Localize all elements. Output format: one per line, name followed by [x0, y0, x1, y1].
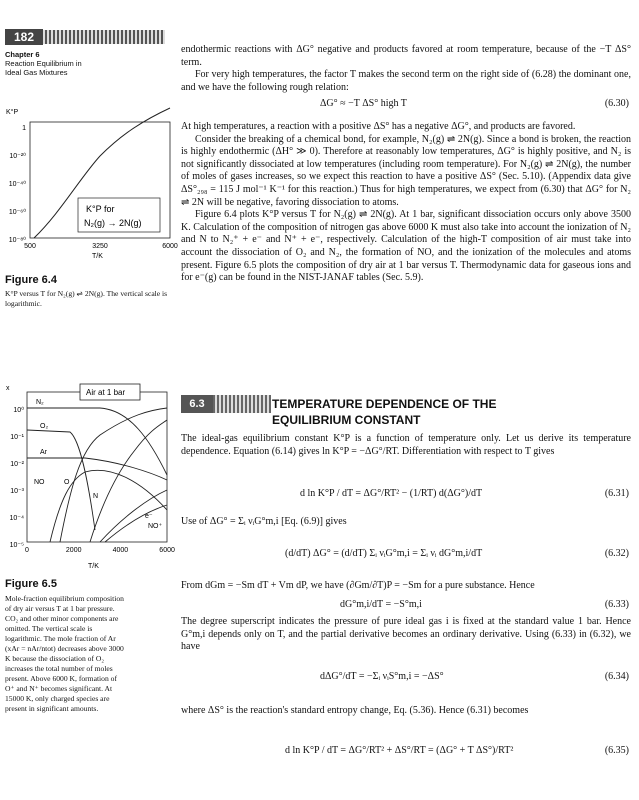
equation-6-30: ΔG° ≈ −T ΔS° high T	[320, 98, 407, 109]
fig65-ytick-4: 10⁻⁴	[9, 515, 24, 522]
main-text-p7	[181, 516, 631, 529]
equation-6-33: dG°m,i/dT = −S°m,i	[340, 599, 422, 610]
paragraph-5: Figure 6.4 plots K°P versus T for N₂(g) ⇌ 2N(g). At 1 bar, significant dissociation occurs only above 3500 K. Calculation of the composition of nitrogen gas above 6000 K must also take into account the ionization of N₂ and N to N₂⁺ + e⁻ and N⁺ + e⁻, respectively. Calculation of the high-T composition of air must take into account the dissociation of O₂ and N₂, the formation of NO, and the ionization of the molecules and atoms present. Figure 6.5 plots the composition of dry air at 1 bar versus T. Thermodynamic data for gaseous ions and for e⁻(g) can be found in the NIST-JANAF tables (Sec. 5.9).	[181, 209, 631, 284]
section-title-line1: TEMPERATURE DEPENDENCE OF THE	[272, 397, 497, 411]
paragraph-10: where ΔS° is the reaction's standard entropy change, Eq. (5.36). Hence (6.31) becomes	[181, 705, 529, 716]
chapter-label	[5, 50, 175, 77]
equation-6-32: (d/dT) ΔG° = (d/dT) Σᵢ νᵢG°m,i = Σᵢ νᵢ dG°m,i/dT	[285, 548, 483, 559]
fig65-xtick-2: 4000	[112, 547, 129, 554]
section-title	[272, 396, 522, 428]
paragraph-6: The ideal-gas equilibrium constant K°P is a function of temperature only. Let us derive its temperature dependence. Equation (6.14) gives ln K°P = −ΔG°/RT. Differentiation with respect to T gives	[181, 433, 631, 457]
fig65-curve-label-5: N	[93, 493, 99, 500]
equation-6-35: d ln K°P / dT = ΔG°/RT² + ΔS°/RT = (ΔG° + T ΔS°)/RT²	[285, 745, 514, 756]
fig64-legend-line1: K°P for	[86, 204, 115, 214]
fig65-ylabel: x	[6, 385, 10, 392]
paragraph-4: Consider the breaking of a chemical bond, for example, N₂(g) ⇌ 2N(g). Since a bond is broken, the reaction is highly endothermic (ΔH° ≫ 0). Therefore at reasonably low temperatures, ΔG° is highly positive, and N₂ is not significantly dissociated at low temperatures (including room temperature). For N₂(g) ⇌ 2N(g), the number of moles of gases increases, so we expect this reaction to have a positive ΔS° (Sec. 5.10). (Appendix data give ΔS°₂₉₈ = 115 J mol⁻¹ K⁻¹ for this reaction.) Thus for high temperatures, we expect from (6.30) that ΔG° for N₂ ⇌ 2N will be negative, favoring dissociation to atoms.	[181, 133, 631, 208]
fig65-ytick-0: 10⁰	[13, 407, 24, 414]
main-text-section	[181, 433, 631, 458]
fig64-xlabel: T/K	[92, 253, 103, 260]
fig65-e-curve	[100, 490, 167, 542]
fig64-caption-title: Figure 6.4	[5, 274, 57, 286]
fig65-xtick-1: 2000	[65, 547, 82, 554]
fig65-curve-label-0: N₂	[36, 399, 44, 406]
paragraph-3: At high temperatures, a reaction with a positive ΔS° has a negative ΔG°, and products are favored.	[181, 121, 576, 132]
chapter-title: Reaction Equilibrium in Ideal Gas Mixtures	[5, 59, 82, 77]
equation-6-34: dΔG°/dT = −Σᵢ νᵢS°m,i = −ΔS°	[320, 671, 444, 682]
fig65-o-curve	[60, 408, 167, 542]
fig65-xtick-0: 0	[25, 547, 29, 554]
paragraph-7: Use of ΔG° = Σᵢ νᵢG°m,i [Eq. (6.9)] gives	[181, 516, 347, 527]
fig64-ytick-3: 10⁻⁶⁰	[8, 209, 26, 216]
fig65-curve-label-3: NO	[34, 479, 45, 486]
fig64-ytick-2: 10⁻⁴⁰	[8, 181, 26, 188]
fig65-xtick-3: 6000	[159, 547, 175, 554]
main-text-p8	[181, 580, 631, 593]
fig65-caption: Mole-fraction equilibrium composition of dry air versus T at 1 bar pressure. CO₂ and other minor components are omitted. The vertical scale is logarithmic. The mole fraction of Ar (xAr = nAr/ntot) decreases above 3000 K because the dissociation of O₂ increases the total number of moles present. Above 6000 K, formation of O⁺ and N⁺ becomes significant. At 15000 K, only charged species are present in significant amounts.	[5, 594, 124, 713]
figure-6-4	[0, 100, 178, 280]
paragraph-8: From dGm = −Sm dT + Vm dP, we have (∂Gm/∂T)P = −Sm for a pure substance. Hence	[181, 580, 535, 591]
equation-6-30-number: (6.30)	[604, 98, 629, 109]
fig65-caption-title: Figure 6.5	[5, 578, 57, 590]
main-text-top	[181, 44, 631, 94]
fig64-xtick-0: 500	[24, 243, 36, 250]
equation-6-31-number: (6.31)	[604, 488, 629, 499]
main-text-p10	[181, 705, 631, 718]
fig65-ytick-2: 10⁻²	[10, 461, 24, 468]
fig64-ytick-1: 10⁻²⁰	[9, 153, 26, 160]
equation-6-32-number: (6.32)	[604, 548, 629, 559]
fig64-ylabel: K°P	[6, 109, 19, 116]
equation-6-34-number: (6.34)	[604, 671, 629, 682]
page-number: 182	[5, 29, 43, 45]
equation-6-35-number: (6.35)	[604, 745, 629, 756]
fig65-curve-label-2: Ar	[40, 449, 47, 456]
paragraph-1: endothermic reactions with ΔG° negative and products favored at room temperature, because of the −T ΔS° term.	[181, 44, 631, 68]
fig65-xlabel: T/K	[88, 563, 99, 570]
section-title-line2: EQUILIBRIUM CONSTANT	[272, 413, 421, 427]
fig64-xtick-2: 6000	[162, 243, 178, 250]
equation-6-31: d ln K°P / dT = ΔG°/RT² − (1/RT) d(ΔG°)/dT	[300, 488, 483, 499]
fig64-ytick-4: 10⁻⁸⁰	[8, 237, 26, 244]
section-number: 6.3	[181, 395, 213, 413]
fig65-curve-label-4: O	[64, 479, 70, 486]
paragraph-9: The degree superscript indicates the pressure of pure ideal gas i is fixed at the standard value 1 bar. Hence G°m,i depends only on T, and the partial derivative becomes an ordinary derivative. Using (6.33) in (6.32), we have	[181, 616, 631, 653]
fig65-curve-label-6: e⁻	[145, 513, 153, 520]
fig65-ytick-5: 10⁻⁵	[9, 542, 24, 549]
fig65-n2-curve	[27, 408, 167, 475]
fig65-box-label: Air at 1 bar	[86, 388, 126, 397]
main-text-p9	[181, 616, 631, 654]
paragraph-2: For very high temperatures, the factor T makes the second term on the right side of (6.28) the dominant one, and we have the following rough relation:	[181, 69, 631, 93]
fig64-ytick-0: 1	[22, 125, 26, 132]
fig65-ytick-3: 10⁻³	[10, 488, 24, 495]
fig64-caption: K°P versus T for N₂(g) ⇌ 2N(g). The vertical scale is logarithmic.	[5, 289, 168, 308]
fig65-curve-label-1: O₂	[40, 423, 49, 430]
figure-6-5	[0, 380, 178, 580]
fig65-ytick-1: 10⁻¹	[10, 434, 24, 441]
main-text-mid	[181, 121, 631, 285]
equation-6-33-number: (6.33)	[604, 599, 629, 610]
chapter-number: Chapter 6	[5, 50, 40, 59]
fig65-curve-label-7: NO⁺	[148, 523, 163, 530]
fig65-ar-curve	[27, 458, 167, 480]
fig64-xtick-1: 3250	[92, 243, 108, 250]
fig64-legend-line2: N₂(g) → 2N(g)	[84, 218, 142, 228]
